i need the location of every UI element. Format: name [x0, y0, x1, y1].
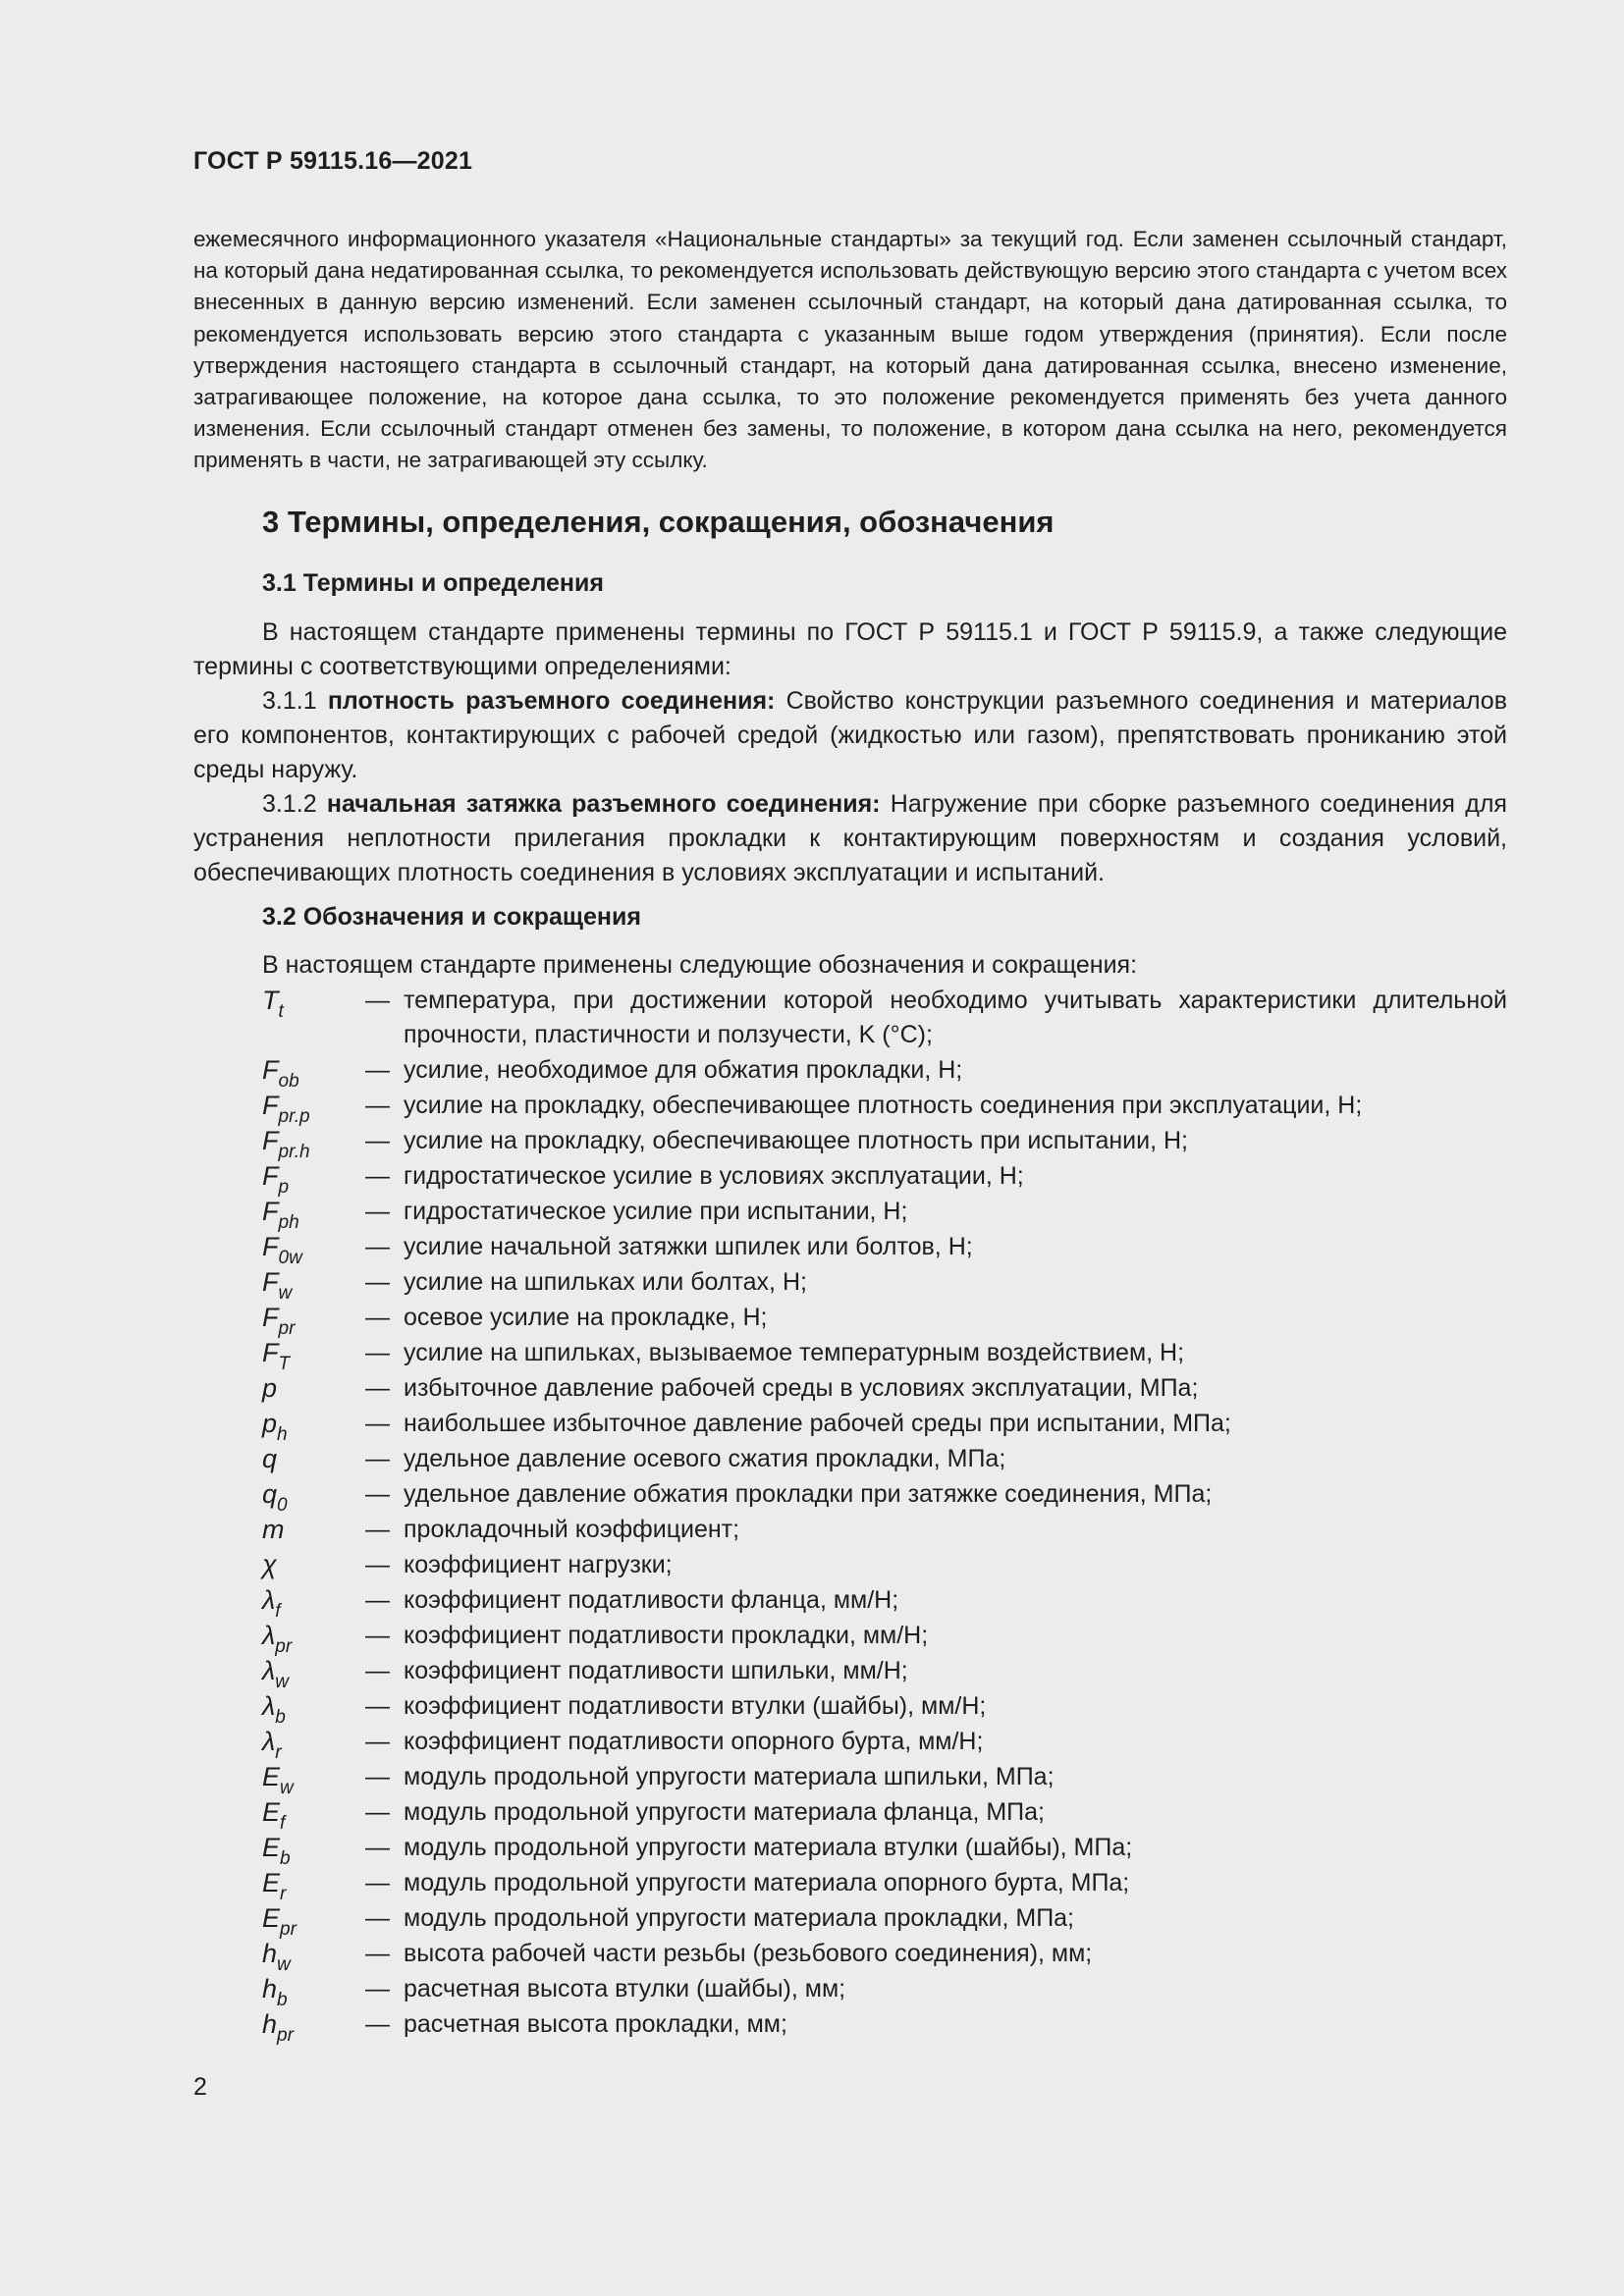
symbol-dash: — [365, 1657, 390, 1684]
subsection-3-1-title: 3.1 Термины и определения [262, 569, 604, 597]
symbol-base: p [262, 1409, 278, 1438]
document-code-header: ГОСТ Р 59115.16—2021 [193, 147, 473, 175]
symbol-base: λ [262, 1691, 276, 1721]
symbol-row [0, 1053, 1624, 1092]
symbol-subscript: ph [278, 1212, 299, 1233]
symbol-dash: — [365, 1763, 390, 1790]
term-3-1-1 [193, 684, 1507, 787]
symbol-subscript: pr [275, 1636, 293, 1657]
symbol-subscript: 0 [277, 1495, 288, 1516]
symbol-dash: — [365, 1127, 390, 1154]
symbol-dash: — [365, 1445, 390, 1472]
symbol-row [0, 1937, 1624, 1975]
symbol-description: удельное давление осевого сжатия прокладки, МПа; [404, 1445, 1006, 1472]
symbol [262, 1371, 277, 1406]
symbol-base: F [262, 1126, 279, 1155]
symbol-dash: — [365, 1162, 390, 1190]
symbol-dash: — [365, 1410, 390, 1437]
symbol-subscript: pr [277, 2025, 294, 2046]
symbol-description: модуль продольной упругости материала фланца, МПа; [404, 1798, 1046, 1826]
symbols-list [0, 984, 1624, 2046]
symbol-base: F [262, 1338, 279, 1367]
symbol-description: гидростатическое усилие при испытании, Н; [404, 1198, 908, 1225]
symbol-dash: — [365, 987, 390, 1014]
symbol-subscript: w [280, 1778, 294, 1798]
symbol-subscript: f [275, 1601, 281, 1622]
symbol-base: λ [262, 1656, 276, 1685]
symbol-row [0, 1442, 1624, 1477]
symbol-base: λ [262, 1621, 276, 1650]
symbol-base: E [262, 1797, 281, 1827]
symbols-lead: В настоящем стандарте применены следующие обозначения и сокращения: [262, 951, 1138, 979]
symbol-base: λ [262, 1585, 276, 1615]
terms-lead: В настоящем стандарте применены термины по ГОСТ Р 59115.1 и ГОСТ Р 59115.9, а также следующие термины с соответствующими определениями: [193, 618, 1507, 680]
term-number: 3.1.2 [262, 790, 327, 818]
symbol-dash: — [365, 1516, 390, 1543]
symbol-description: коэффициент податливости опорного бурта, мм/Н; [404, 1728, 984, 1755]
term-definition: Нагружение при сборке разъемного соединения для устранения неплотности прилегания прокладки к контактирующим поверхностям и создания условий, обеспечивающих плотность соединения в условиях эксплуатации и испытаний. [193, 790, 1507, 886]
symbol-description: гидростатическое усилие в условиях эксплуатации, Н; [404, 1162, 1024, 1190]
symbol-dash: — [365, 1940, 390, 1967]
symbol-base: F [262, 1161, 279, 1191]
symbol-base: F [262, 1267, 279, 1297]
symbol-dash: — [365, 1551, 390, 1578]
symbol-row [0, 1124, 1624, 1162]
symbol-row [0, 1583, 1624, 1622]
symbol-subscript: b [280, 1848, 291, 1869]
symbol-row [0, 1089, 1624, 1127]
symbol-row [0, 1477, 1624, 1516]
symbol-base: E [262, 1833, 281, 1862]
symbol-dash: — [365, 1692, 390, 1720]
symbol-base: F [262, 1091, 279, 1120]
symbol-row [0, 984, 1624, 1053]
symbol-description: усилие начальной затяжки шпилек или болтов, Н; [404, 1233, 973, 1260]
symbol-row [0, 1795, 1624, 1834]
symbol-dash: — [365, 1198, 390, 1225]
symbol-description: коэффициент податливости шпильки, мм/Н; [404, 1657, 908, 1684]
term-number: 3.1.1 [262, 687, 328, 715]
symbol-subscript: b [275, 1707, 286, 1728]
term-name: плотность разъемного соединения: [327, 687, 776, 715]
symbol-dash: — [365, 1339, 390, 1366]
subsection-3-2-title: 3.2 Обозначения и сокращения [262, 903, 641, 931]
symbol-base: E [262, 1762, 281, 1791]
symbol-dash: — [365, 1869, 390, 1896]
symbol-description: температура, при достижении которой необходимо учитывать характеристики длительной прочности, пластичности и ползучести, K (°C); [404, 987, 1507, 1048]
symbol-description: коэффициент нагрузки; [404, 1551, 673, 1578]
symbol-dash: — [365, 1233, 390, 1260]
symbol-base: F [262, 1232, 279, 1261]
symbol-row [0, 1159, 1624, 1198]
symbol-row [0, 1265, 1624, 1304]
symbol [262, 1442, 277, 1476]
symbol-dash: — [365, 1374, 390, 1402]
symbol-subscript: p [278, 1177, 290, 1198]
symbol-dash: — [365, 1904, 390, 1932]
symbol-base: q [262, 1479, 278, 1509]
symbol-row [0, 2007, 1624, 2046]
symbol-description: удельное давление обжатия прокладки при затяжке соединения, МПа; [404, 1480, 1213, 1508]
symbol-base: h [262, 1939, 278, 1968]
symbol [262, 1548, 277, 1582]
symbol-dash: — [365, 1586, 390, 1614]
symbol-row [0, 1371, 1624, 1407]
symbol-subscript: r [275, 1742, 282, 1763]
symbol-description: усилие на прокладку, обеспечивающее плотность соединения при эксплуатации, Н; [404, 1092, 1363, 1119]
symbol-subscript: h [277, 1424, 288, 1445]
symbol-base: E [262, 1903, 281, 1933]
symbol-description: усилие на прокладку, обеспечивающее плотность при испытании, Н; [404, 1127, 1188, 1154]
symbol-description: усилие на шпильках, вызываемое температурным воздействием, Н; [404, 1339, 1185, 1366]
symbol [262, 2007, 294, 2053]
symbol-subscript: 0w [278, 1248, 302, 1268]
page-number: 2 [193, 2073, 207, 2101]
symbol-dash: — [365, 1056, 390, 1084]
symbol-row [0, 1619, 1624, 1657]
symbol-base: q [262, 1444, 278, 1473]
symbol-row [0, 1972, 1624, 2010]
symbol-description: коэффициент податливости прокладки, мм/Н; [404, 1622, 929, 1649]
symbol-dash: — [365, 1834, 390, 1861]
symbol-description: расчетная высота втулки (шайбы), мм; [404, 1975, 846, 2002]
symbol-row [0, 1866, 1624, 1904]
terms-block [193, 615, 1507, 890]
symbol-dash: — [365, 1728, 390, 1755]
symbol-row [0, 1336, 1624, 1374]
symbol-base: m [262, 1515, 285, 1544]
section-3-title: 3 Термины, определения, сокращения, обозначения [262, 505, 1055, 539]
symbol-base: E [262, 1868, 281, 1897]
symbol-base: F [262, 1197, 279, 1226]
symbol-base: T [262, 986, 279, 1015]
symbol-description: избыточное давление рабочей среды в условиях эксплуатации, МПа; [404, 1374, 1199, 1402]
symbol-dash: — [365, 1092, 390, 1119]
symbol-description: модуль продольной упругости материала шпильки, МПа; [404, 1763, 1055, 1790]
symbol-row [0, 1725, 1624, 1763]
symbol-row [0, 1230, 1624, 1268]
symbol-subscript: w [278, 1283, 293, 1304]
symbol-base: χ [262, 1550, 277, 1579]
symbol [262, 984, 284, 1029]
symbol-base: λ [262, 1727, 276, 1756]
symbol-subscript: f [280, 1813, 286, 1834]
symbol-subscript: pr [278, 1318, 296, 1339]
symbol-description: модуль продольной упругости материала прокладки, МПа; [404, 1904, 1075, 1932]
symbol [262, 1513, 285, 1547]
symbol-subscript: pr.p [278, 1106, 310, 1127]
symbol-base: p [262, 1373, 278, 1403]
symbol-base: h [262, 2009, 278, 2039]
symbol-subscript: pr [280, 1919, 297, 1940]
symbol-row [0, 1548, 1624, 1583]
symbol-description: расчетная высота прокладки, мм; [404, 2010, 787, 2038]
symbol-subscript: w [277, 1954, 291, 1975]
symbol-row [0, 1760, 1624, 1798]
symbol-row [0, 1654, 1624, 1692]
symbol-description: усилие, необходимое для обжатия прокладки, Н; [404, 1056, 963, 1084]
symbol-row [0, 1901, 1624, 1940]
symbol-row [0, 1407, 1624, 1445]
symbol-base: F [262, 1055, 279, 1085]
symbol-dash: — [365, 1304, 390, 1331]
symbol-description: высота рабочей части резьбы (резьбового соединения), мм; [404, 1940, 1093, 1967]
term-definition: Свойство конструкции разъемного соединения и материалов его компонентов, контактирующих с рабочей средой (жидкостью или газом), препятствовать прониканию этой среды наружу. [193, 687, 1507, 783]
symbol-dash: — [365, 1798, 390, 1826]
symbol-subscript: b [277, 1990, 288, 2010]
symbol-description: усилие на шпильках или болтах, Н; [404, 1268, 807, 1296]
symbol-base: h [262, 1974, 278, 2003]
symbol-row [0, 1831, 1624, 1869]
symbol-description: модуль продольной упругости материала опорного бурта, МПа; [404, 1869, 1130, 1896]
symbol-row [0, 1195, 1624, 1233]
symbol-subscript: pr.h [278, 1142, 310, 1162]
symbol-dash: — [365, 2010, 390, 2038]
symbol-row [0, 1301, 1624, 1339]
symbol-dash: — [365, 1268, 390, 1296]
symbol-subscript: ob [278, 1071, 299, 1092]
symbol-base: F [262, 1303, 279, 1332]
symbol-subscript: t [278, 1001, 284, 1022]
symbol-description: коэффициент податливости втулки (шайбы), мм/Н; [404, 1692, 987, 1720]
symbol-subscript: r [280, 1884, 287, 1904]
symbol-description: наибольшее избыточное давление рабочей среды при испытании, МПа; [404, 1410, 1231, 1437]
symbol-description: модуль продольной упругости материала втулки (шайбы), МПа; [404, 1834, 1133, 1861]
symbol-description: осевое усилие на прокладке, Н; [404, 1304, 768, 1331]
symbol-dash: — [365, 1975, 390, 2002]
intro-paragraph: ежемесячного информационного указателя «Национальные стандарты» за текущий год. Если заменен ссылочный стандарт, на который дана недатированная ссылка, то рекомендуется использовать действующую версию этого стандарта с учетом всех внесенных в данную версию изменений. Если заменен ссылочный стандарт, на который дана датированная ссылка, то рекомендуется использовать версию этого стандарта с указанным выше годом утверждения (принятия). Если после утверждения настоящего стандарта в ссылочный стандарт, на который дана датированная ссылка, внесено изменение, затрагивающее положение, на которое дана ссылка, то это положение рекомендуется применять без учета данного изменения. Если ссылочный стандарт отменен без замены, то положение, в котором дана ссылка на него, рекомендуется применять в части, не затрагивающей эту ссылку. [193, 227, 1507, 473]
symbol-dash: — [365, 1622, 390, 1649]
symbol-dash: — [365, 1480, 390, 1508]
symbol-row [0, 1513, 1624, 1548]
symbol-row [0, 1689, 1624, 1728]
symbol-description: прокладочный коэффициент; [404, 1516, 740, 1543]
term-name: начальная затяжка разъемного соединения: [326, 790, 881, 818]
symbol-subscript: T [278, 1354, 291, 1374]
symbol-description: коэффициент податливости фланца, мм/Н; [404, 1586, 899, 1614]
symbol-subscript: w [275, 1672, 290, 1692]
term-3-1-2 [193, 787, 1507, 890]
